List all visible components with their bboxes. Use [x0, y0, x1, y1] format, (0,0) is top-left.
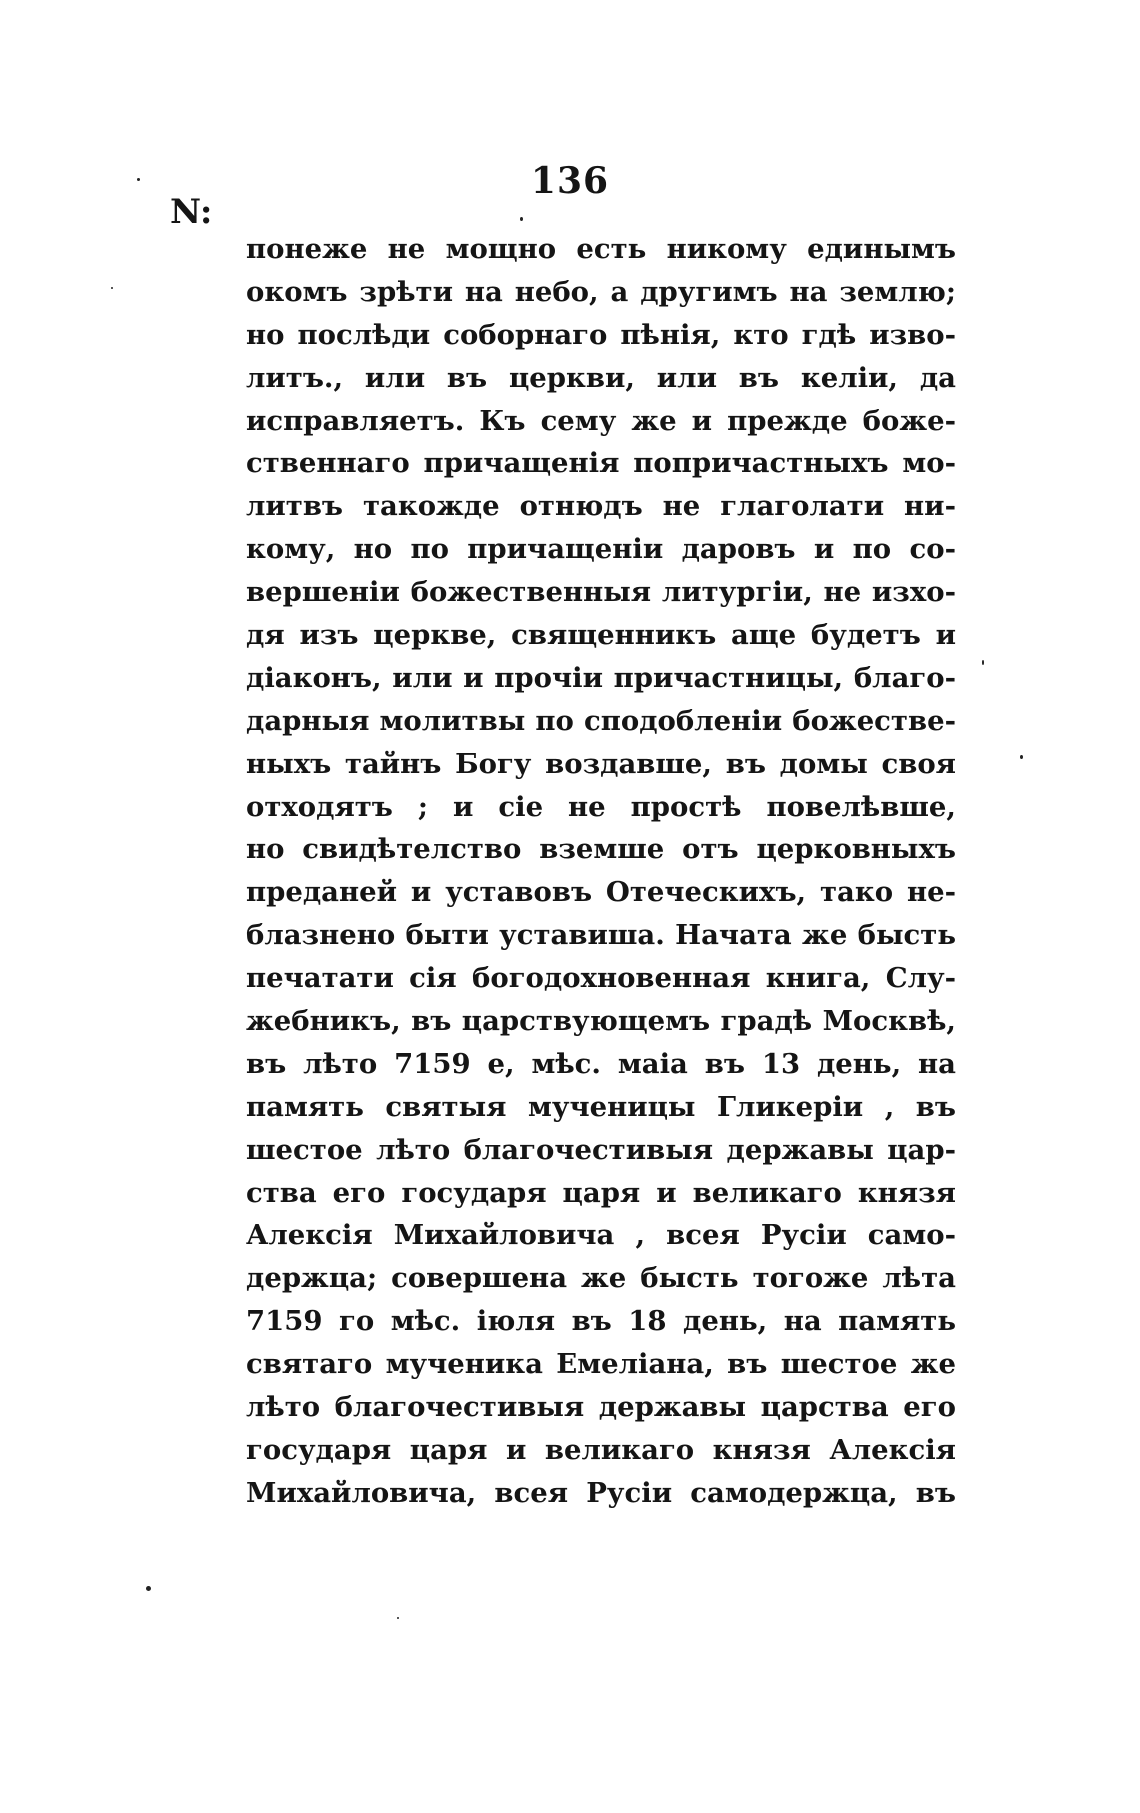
text-line: преданей и уставовъ Отеческихъ, тако не-: [246, 876, 956, 909]
text-line: въ лѣто 7159 е, мѣс. маіа въ 13 день, на: [246, 1047, 956, 1080]
scan-speck: [982, 660, 984, 665]
body-text: [246, 228, 956, 1515]
text-line: діаконъ, или и прочіи причастницы, благо-: [246, 661, 956, 694]
text-line: жебникъ, въ царствующемъ градѣ Москвѣ,: [246, 1005, 956, 1038]
text-line: ныхъ тайнъ Богу воздавше, въ домы своя: [246, 747, 956, 780]
text-line: Михайловича, всея Русіи самодержца, въ: [246, 1476, 956, 1509]
text-line: но послѣди соборнаго пѣнія, кто гдѣ изво-: [246, 318, 956, 351]
text-line: шестое лѣто благочестивыя державы цар-: [246, 1133, 956, 1166]
text-line: понеже не мощно есть никому единымъ: [246, 233, 956, 265]
scan-speck: [1020, 755, 1023, 759]
text-line: литвъ такожде отнюдъ не глаголати ни-: [246, 490, 956, 523]
text-line: Алексія Михайловича , всея Русіи само-: [246, 1219, 956, 1252]
text-line: исправляетъ. Къ сему же и прежде боже-: [246, 404, 956, 437]
text-line: ственнаго причащенія попричастныхъ мо-: [246, 447, 956, 480]
text-line: блазнено быти уставиша. Начата же бысть: [246, 919, 956, 952]
scan-speck: [520, 217, 523, 221]
scan-speck: [397, 1617, 399, 1619]
scan-speck: [146, 1586, 151, 1591]
text-line: святаго мученика Емеліана, въ шестое же: [246, 1348, 956, 1381]
text-line: государя царя и великаго князя Алексія: [246, 1433, 956, 1466]
text-line: отходятъ ; и сіе не простѣ повелѣвше,: [246, 790, 956, 823]
text-line: дя изъ церкве, священникъ аще будетъ и: [246, 619, 956, 652]
text-line: литъ., или въ церкви, или въ келіи, да: [246, 361, 956, 394]
text-line: окомъ зрѣти на небо, а другимъ на землю;: [246, 275, 956, 308]
text-line: лѣто благочестивыя державы царства его: [246, 1391, 956, 1424]
text-line: дарныя молитвы по сподобленіи божестве-: [246, 704, 956, 737]
text-line: печатати сія богодохновенная книга, Слу-: [246, 962, 956, 995]
margin-mark: N:: [170, 192, 213, 232]
text-line: держца; совершена же бысть тогоже лѣта: [246, 1262, 956, 1295]
text-line: но свидѣтелство вземше отъ церковныхъ: [246, 833, 956, 866]
scan-speck: [111, 287, 113, 289]
text-line: память святыя мученицы Гликеріи , въ: [246, 1090, 956, 1123]
text-line: вершеніи божественныя литургіи, не изхо-: [246, 576, 956, 609]
page-number: 136: [530, 160, 610, 202]
text-line: кому, но по причащеніи даровъ и по со-: [246, 533, 956, 566]
scan-speck: [137, 178, 140, 181]
text-line: ства его государя царя и великаго князя: [246, 1176, 956, 1209]
text-line: 7159 го мѣс. іюля въ 18 день, на память: [246, 1305, 956, 1338]
